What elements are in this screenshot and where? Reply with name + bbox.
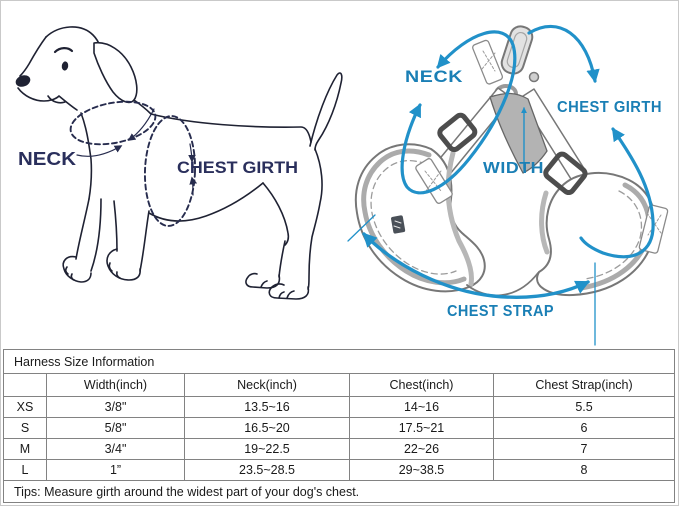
dog-front-paw2 — [107, 249, 140, 280]
dog-back — [151, 114, 311, 142]
dog-tail — [310, 73, 342, 150]
harness-width-label: WIDTH — [483, 160, 544, 177]
chest-strap-cell: 6 — [494, 418, 675, 439]
size-cell: M — [4, 439, 47, 460]
dog-chest-girth-label: CHEST GIRTH — [177, 158, 298, 177]
dog-rear-leg — [308, 149, 322, 289]
chest-cell: 22~26 — [350, 439, 494, 460]
dog-front-leg2 — [114, 201, 117, 251]
dog-thigh — [263, 183, 288, 245]
dog-nose — [14, 73, 32, 88]
column-header-neck: Neck(inch) — [185, 374, 350, 397]
width-cell: 3/8" — [47, 397, 185, 418]
table-tips-row — [4, 481, 675, 503]
dog-eyebrow — [55, 48, 72, 52]
dog-face — [20, 37, 46, 76]
dog-front-leg — [76, 199, 89, 259]
table-title: Harness Size Information — [4, 350, 675, 374]
size-cell: L — [4, 460, 47, 481]
chest-cell: 17.5~21 — [350, 418, 494, 439]
column-header-blank — [4, 374, 47, 397]
tips-text: Tips: Measure girth around the widest part of your dog's chest. — [4, 481, 675, 503]
diagram-canvas — [1, 1, 679, 347]
chest-strap-cell: 7 — [494, 439, 675, 460]
harness-chest-girth-label: CHEST GIRTH — [557, 99, 662, 116]
width-cell: 1” — [47, 460, 185, 481]
table-row-xs — [4, 397, 675, 418]
dog-head — [46, 27, 101, 58]
neck-cell: 19~22.5 — [185, 439, 350, 460]
dog-front-leg-inner — [91, 199, 101, 271]
column-header-chest-strap: Chest Strap(inch) — [494, 374, 675, 397]
table-row-m — [4, 439, 675, 460]
dog-belly — [149, 183, 263, 221]
dog-neck-label: NECK — [18, 149, 76, 169]
dog-rear-toe — [279, 291, 294, 298]
harness-clip-knob — [530, 73, 539, 82]
chest-girth-arrow-top — [529, 26, 595, 81]
dog-front-leg2-inner — [140, 211, 149, 271]
table-header-row — [4, 374, 675, 397]
neck-cell: 23.5~28.5 — [185, 460, 350, 481]
dog-hind-paw — [246, 274, 279, 288]
width-cell: 5/8" — [47, 418, 185, 439]
dog-hind-leg — [279, 241, 285, 277]
width-cell: 3/4" — [47, 439, 185, 460]
size-table — [3, 349, 675, 503]
dog-ear — [94, 43, 137, 103]
harness-neck-label: NECK — [405, 68, 463, 86]
neck-cell: 13.5~16 — [185, 397, 350, 418]
dog-eye — [61, 61, 69, 71]
chest-cell: 29~38.5 — [350, 460, 494, 481]
dog-front-paw — [63, 257, 91, 282]
column-header-width: Width(inch) — [47, 374, 185, 397]
table-row-l — [4, 460, 675, 481]
harness-chest-strap-label: CHEST STRAP — [447, 303, 554, 320]
chest-strap-cell: 8 — [494, 460, 675, 481]
size-cell: XS — [4, 397, 47, 418]
table-title-row — [4, 350, 675, 374]
dog-hind-toe — [261, 281, 267, 287]
chest-cell: 14~16 — [350, 397, 494, 418]
dog-jaw — [18, 88, 77, 110]
table-row-s — [4, 418, 675, 439]
column-header-chest: Chest(inch) — [350, 374, 494, 397]
neck-measure-arrow — [77, 146, 121, 156]
size-cell: S — [4, 418, 47, 439]
chest-strap-cell: 5.5 — [494, 397, 675, 418]
neck-cell: 16.5~20 — [185, 418, 350, 439]
